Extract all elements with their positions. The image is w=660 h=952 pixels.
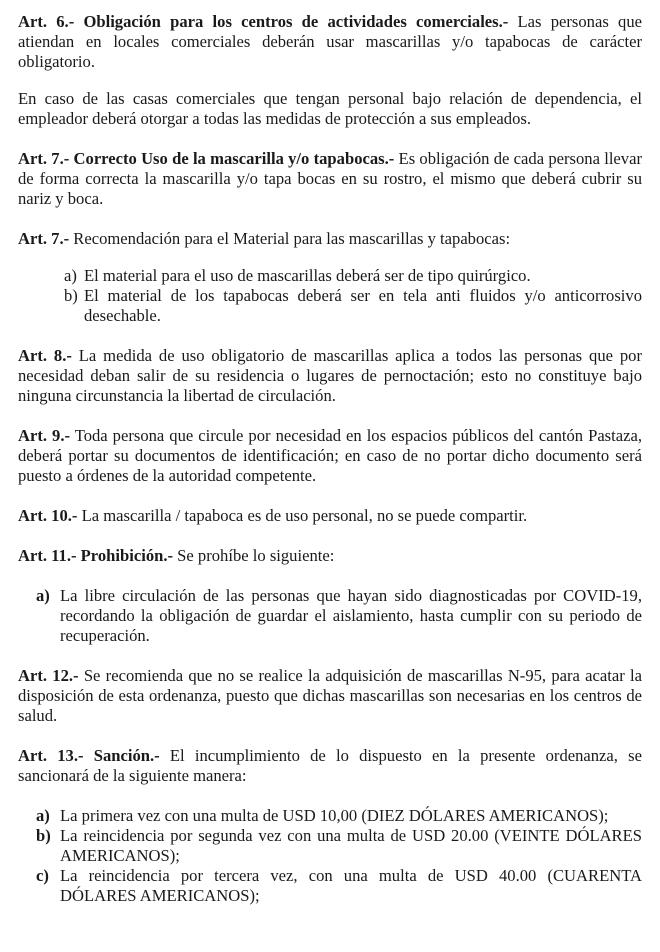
list-item — [64, 286, 642, 326]
article-text: La mascarilla / tapaboca es de uso personal, no se puede compartir. — [77, 506, 528, 525]
article-text: Recomendación para el Material para las mascarillas y tapabocas: — [69, 229, 511, 248]
article-7-material — [18, 229, 642, 249]
article-text: Se prohíbe lo siguiente: — [173, 546, 335, 565]
article-heading: Art. 11.- Prohibición.- — [18, 546, 174, 565]
article-7-usage — [18, 149, 642, 209]
list-item-text: El material de los tapabocas deberá ser en tela anti fluidos y/o anticorrosivo desechable. — [84, 286, 642, 325]
article-8 — [18, 346, 642, 406]
article-6 — [18, 12, 642, 72]
article-6-paragraph-2: En caso de las casas comerciales que tengan personal bajo relación de dependencia, el empleador deberá otorgar a todas las medidas de protección a sus empleados. — [18, 89, 642, 128]
list-marker: a) — [64, 266, 77, 285]
article-heading: Art. 8.- — [18, 346, 72, 365]
list-marker: c) — [36, 866, 49, 885]
article-text: Toda persona que circule por necesidad en los espacios públicos del cantón Pastaza, deberá portar su documentos de identificación; en caso de no portar dicho documento será puesto a órdenes de la autoridad competente. — [18, 426, 642, 485]
list-item — [64, 266, 642, 286]
list-item — [36, 826, 642, 866]
article-12 — [18, 666, 642, 726]
article-text: La medida de uso obligatorio de mascarillas aplica a todos las personas que por necesidad deban salir de su residencia o lugares de pernoctación; esto no constituye bajo ninguna circunstancia la libertad de circulación. — [18, 346, 642, 405]
list-item-text: La primera vez con una multa de USD 10,00 (DIEZ DÓLARES AMERICANOS); — [60, 806, 609, 825]
article-text: Se recomienda que no se realice la adquisición de mascarillas N-95, para acatar la disposición de esta ordenanza, puesto que dichas mascarillas son necesarias en los centros de salud. — [18, 666, 642, 725]
article-heading: Art. 12.- — [18, 666, 79, 685]
material-list — [18, 266, 642, 326]
article-text: Es obligación de cada persona llevar de forma correcta la mascarilla y/o tapa bocas en su rostro, el mismo que deberá cubrir su nariz y boca. — [18, 149, 642, 208]
list-item — [36, 586, 642, 646]
article-heading: Art. 6.- Obligación para los centros de actividades comerciales.- — [18, 12, 509, 31]
list-item-text: El material para el uso de mascarillas deberá ser de tipo quirúrgico. — [84, 266, 531, 285]
list-marker: a) — [36, 806, 50, 825]
article-heading: Art. 10.- — [18, 506, 78, 525]
list-item-text: La reincidencia por segunda vez con una multa de USD 20.00 (VEINTE DÓLARES AMERICANOS); — [60, 826, 642, 865]
article-heading: Art. 7.- Correcto Uso de la mascarilla y/o tapabocas.- — [18, 149, 395, 168]
prohibition-list — [18, 586, 642, 646]
sanction-list — [18, 806, 642, 906]
article-11 — [18, 546, 642, 566]
article-text: Las personas que atiendan en locales comerciales deberán usar mascarillas y/o tapabocas de carácter obligatorio. — [18, 12, 642, 71]
list-item-text: La libre circulación de las personas que hayan sido diagnosticadas por COVID-19, recordando la obligación de guardar el aislamiento, hasta cumplir con su periodo de recuperación. — [60, 586, 642, 645]
list-marker: b) — [36, 826, 51, 845]
article-heading: Art. 9.- — [18, 426, 71, 445]
list-marker: a) — [36, 586, 50, 605]
article-heading: Art. 7.- — [18, 229, 70, 248]
article-13 — [18, 746, 642, 786]
list-item — [36, 866, 642, 906]
list-item — [36, 806, 642, 826]
list-item-text: La reincidencia por tercera vez, con una multa de USD 40.00 (CUARENTA DÓLARES AMERICANOS); — [60, 866, 642, 905]
list-marker: b) — [64, 286, 78, 305]
article-10 — [18, 506, 642, 526]
article-9 — [18, 426, 642, 486]
article-text: El incumplimiento de lo dispuesto en la presente ordenanza, se sancionará de la siguiente manera: — [18, 746, 642, 785]
article-heading: Art. 13.- Sanción.- — [18, 746, 160, 765]
